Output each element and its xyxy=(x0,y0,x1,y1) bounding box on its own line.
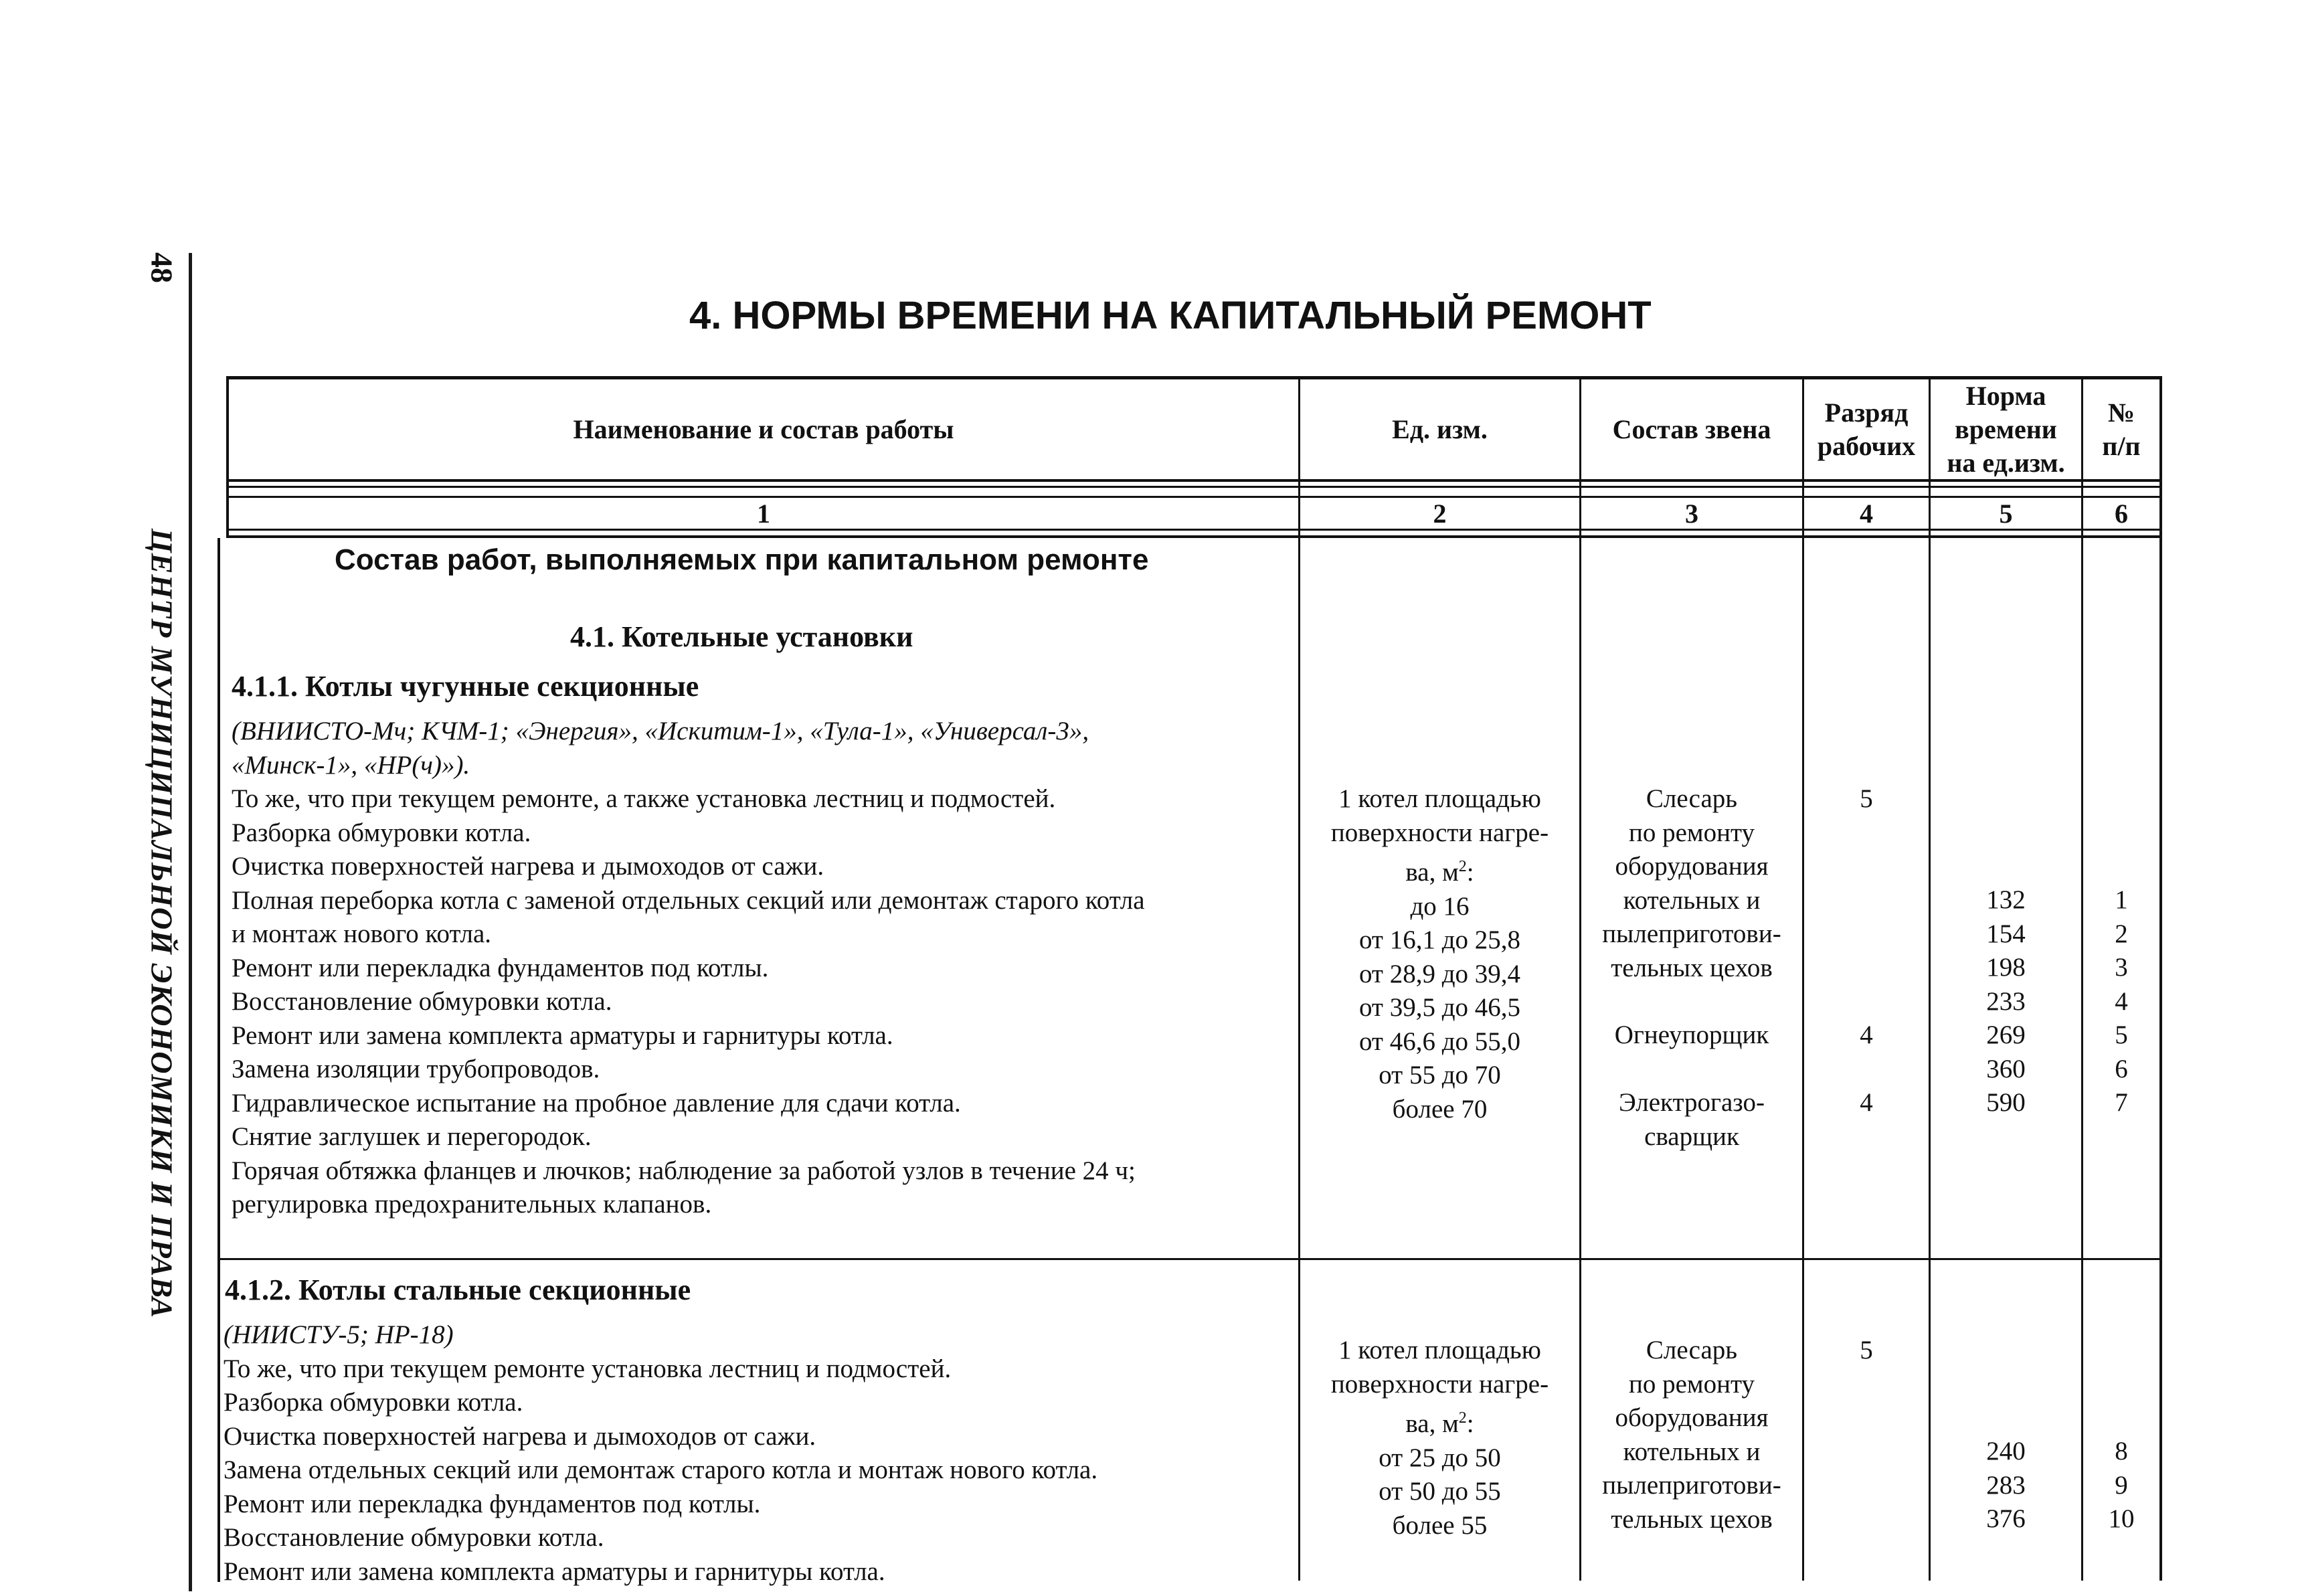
work-item: То же, что при текущем ремонте, а также установка лестниц и подмостей. xyxy=(232,784,1056,813)
crew-line: пылеприготови- xyxy=(1602,919,1781,948)
page-number: 48 xyxy=(145,252,179,283)
unit-line: от 55 до 70 xyxy=(1379,1061,1501,1089)
section1-works xyxy=(232,715,1145,1222)
header-norm: Норма времени на ед.изм. xyxy=(1947,380,2065,478)
work-item: Полная переборка котла с заменой отдельных секций или демонтаж старого котла xyxy=(232,885,1145,915)
section2-norms xyxy=(1931,1435,2081,1536)
row-number: 5 xyxy=(2115,1021,2128,1049)
work-item: Горячая обтяжка фланцев и лючков; наблюдение за работой узлов в течение 24 ч; xyxy=(232,1156,1136,1185)
unit-line-area: ва, $м^2$: xyxy=(1405,1409,1474,1438)
norm-value: 360 xyxy=(1986,1054,2026,1083)
section2-rownums xyxy=(2083,1435,2159,1536)
crew-line: тельных цехов xyxy=(1611,1504,1773,1534)
work-item: Очистка поверхностей нагрева и дымоходов от сажи. xyxy=(224,1421,816,1451)
work-item: То же, что при текущем ремонте установка лестниц и подмостей. xyxy=(224,1354,952,1383)
work-item: Замена отдельных секций или демонтаж старого котла и монтаж нового котла. xyxy=(224,1455,1098,1484)
section2-units xyxy=(1300,1334,1579,1542)
crew-welder: Электрогазо- сварщик xyxy=(1619,1088,1765,1151)
group-title: 4.1.2. Котлы стальные секционные xyxy=(225,1273,691,1306)
col-number: 6 xyxy=(2115,499,2128,529)
work-item: Ремонт или замена комплекта арматуры и гарнитуры котла. xyxy=(232,1021,893,1050)
header-grade: Разряд рабочих xyxy=(1817,397,1916,461)
crew-line: Слесарь xyxy=(1646,784,1738,813)
section1-rownums xyxy=(2083,883,2159,1120)
work-item: Ремонт или перекладка фундаментов под котлы. xyxy=(224,1489,761,1518)
row-number: 10 xyxy=(2108,1504,2135,1533)
work-item: и монтаж нового котла. xyxy=(232,919,492,948)
work-item: Разборка обмуровки котла. xyxy=(232,818,531,847)
work-item: Очистка поверхностей нагрева и дымоходов от сажи. xyxy=(232,852,824,881)
col-number: 4 xyxy=(1860,499,1873,529)
unit-line: от 50 до 55 xyxy=(1379,1477,1501,1506)
norm-value: 154 xyxy=(1986,919,2026,948)
crew-refractory: Огнеупорщик xyxy=(1614,1021,1769,1049)
section1-units xyxy=(1300,782,1579,1126)
unit-line: поверхности нагре- xyxy=(1330,1369,1549,1399)
col-number: 1 xyxy=(757,499,770,529)
crew-line: тельных цехов xyxy=(1611,953,1773,982)
section-heading: Состав работ, выполняемых при капитальном ремонте xyxy=(335,543,1149,576)
unit-line-area: ва, $м^2$: xyxy=(1405,858,1474,887)
section1-crew xyxy=(1581,782,1802,985)
col-number: 5 xyxy=(1999,499,2013,529)
crew-line: котельных и xyxy=(1623,885,1761,915)
norm-value: 198 xyxy=(1986,953,2026,982)
norm-value: 233 xyxy=(1986,986,2026,1016)
row-number: 1 xyxy=(2115,885,2128,914)
row-number: 7 xyxy=(2115,1088,2128,1117)
unit-line: от 25 до 50 xyxy=(1379,1443,1501,1472)
section2-works xyxy=(224,1318,1097,1589)
work-item: Восстановление обмуровки котла. xyxy=(232,987,612,1016)
crew-line: котельных и xyxy=(1623,1437,1761,1466)
norm-value: 283 xyxy=(1986,1470,2026,1500)
row-number: 4 xyxy=(2115,986,2128,1016)
row-number: 6 xyxy=(2115,1054,2128,1083)
work-item: Гидравлическое испытание на пробное давление для сдачи котла. xyxy=(232,1088,961,1118)
group-title: 4.1.1. Котлы чугунные секционные xyxy=(232,670,699,703)
side-label: ЦЕНТР МУНИЦИПАЛЬНОЙ ЭКОНОМИКИ И ПРАВА xyxy=(145,528,179,1319)
crew-line: оборудования xyxy=(1615,852,1769,881)
grade-value: 4 xyxy=(1860,1088,1873,1117)
norm-value: 269 xyxy=(1986,1021,2026,1049)
work-item: Восстановление обмуровки котла. xyxy=(224,1523,604,1552)
col-number: 3 xyxy=(1685,499,1698,529)
models-line: «Минск-1», «НР(ч)»). xyxy=(232,750,470,780)
header-crew: Состав звена xyxy=(1612,414,1771,444)
col-number: 2 xyxy=(1433,499,1447,529)
work-item: Разборка обмуровки котла. xyxy=(224,1388,523,1417)
norm-value: 240 xyxy=(1986,1437,2026,1466)
unit-line: 1 котел площадью xyxy=(1338,784,1541,813)
grade-value: 5 xyxy=(1860,1336,1873,1364)
section2-crew xyxy=(1581,1334,1802,1536)
unit-line: от 39,5 до 46,5 xyxy=(1358,993,1521,1022)
models-line: (НИИСТУ-5; НР-18) xyxy=(224,1320,454,1349)
unit-line: от 28,9 до 39,4 xyxy=(1358,959,1521,988)
unit-line: от 46,6 до 55,0 xyxy=(1358,1027,1521,1056)
row-number: 3 xyxy=(2115,953,2128,982)
grade-value: 4 xyxy=(1860,1021,1873,1049)
unit-line: поверхности нагре- xyxy=(1330,818,1549,847)
header-unit: Ед. изм. xyxy=(1392,414,1488,444)
work-item: Ремонт или перекладка фундаментов под котлы. xyxy=(232,953,769,982)
margin-rule xyxy=(189,253,192,1591)
models-line: (ВНИИСТО-Мч; КЧМ-1; «Энергия», «Искитим-1», «Тула-1», «Универсал-3», xyxy=(232,717,1089,745)
unit-line: 1 котел площадью xyxy=(1338,1336,1541,1364)
norm-value: 590 xyxy=(1986,1088,2026,1117)
crew-line: по ремонту xyxy=(1628,818,1755,847)
unit-line: более 55 xyxy=(1392,1510,1488,1540)
unit-line: от 16,1 до 25,8 xyxy=(1358,925,1521,954)
header-name: Наименование и состав работы xyxy=(573,414,954,444)
subsection-heading: 4.1. Котельные установки xyxy=(570,620,913,653)
work-item: Снятие заглушек и перегородок. xyxy=(232,1122,592,1151)
crew-line: пылеприготови- xyxy=(1602,1471,1781,1500)
norm-value: 132 xyxy=(1986,885,2026,914)
unit-line: до 16 xyxy=(1410,891,1470,921)
page-title: 4. НОРМЫ ВРЕМЕНИ НА КАПИТАЛЬНЫЙ РЕМОНТ xyxy=(689,294,1652,337)
row-number: 9 xyxy=(2115,1470,2128,1500)
norm-value: 376 xyxy=(1986,1504,2026,1533)
crew-line: Слесарь xyxy=(1646,1336,1738,1364)
crew-line: оборудования xyxy=(1615,1403,1769,1432)
header-number: № п/п xyxy=(2102,397,2141,461)
grade-value: 5 xyxy=(1860,784,1873,813)
work-item: Замена изоляции трубопроводов. xyxy=(232,1055,600,1083)
row-number: 2 xyxy=(2115,919,2128,948)
crew-line: по ремонту xyxy=(1628,1369,1755,1399)
work-item: Ремонт или замена комплекта арматуры и гарнитуры котла. xyxy=(224,1557,885,1586)
section1-norms xyxy=(1931,883,2081,1120)
unit-line: более 70 xyxy=(1392,1094,1488,1124)
row-number: 8 xyxy=(2115,1437,2128,1466)
work-item: регулировка предохранительных клапанов. xyxy=(232,1190,712,1219)
